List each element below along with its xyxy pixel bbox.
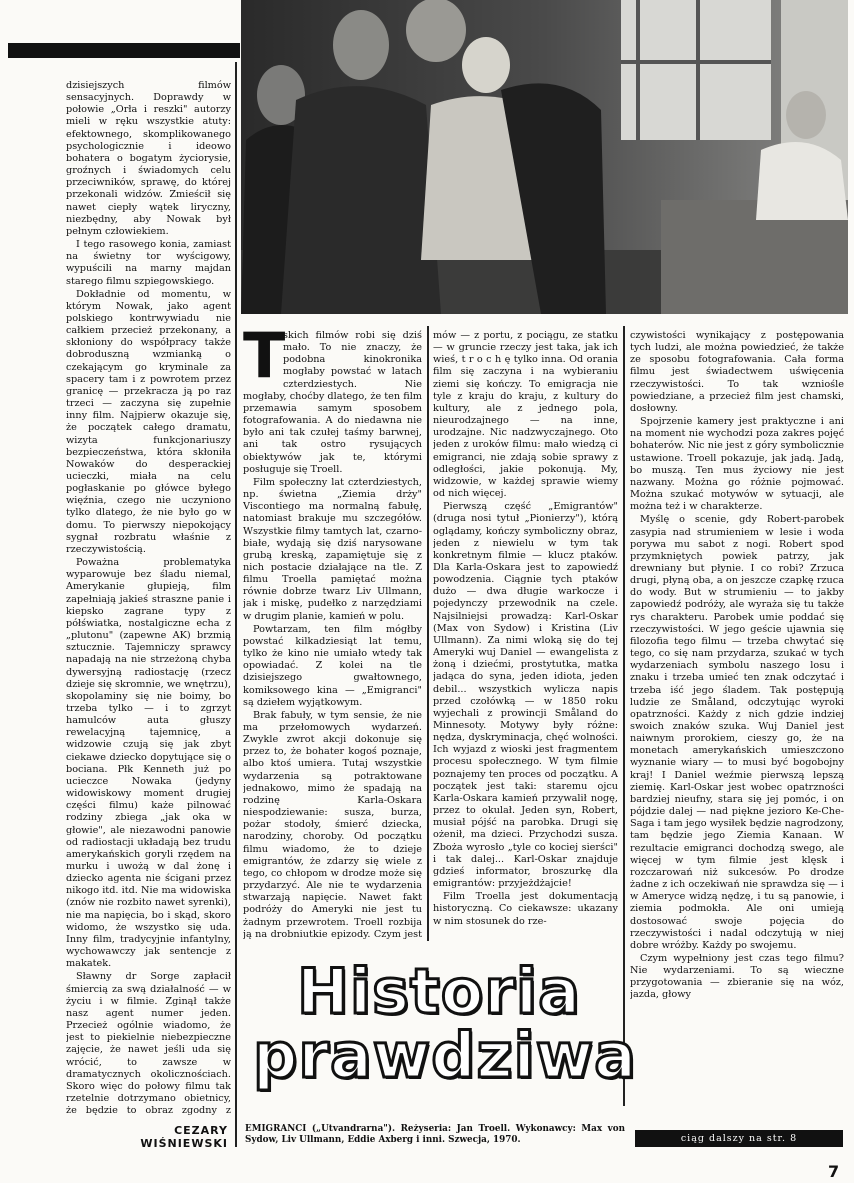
paragraph: Powtarzam, ten film mógłby powstać kilkadziesiąt lat temu, tylko że kino nie umiało wtedy tak opowiadać. Z kolei na tle dzisiejszego gwałtownego, komiksowego kina — „Emigranci" są dziełem wyjątkowym. [243,623,422,708]
paragraph: Film społeczny lat czterdziestych, np. świetna „Ziemia drży" Viscontiego ma normalną fabułę, natomiast brakuje mu szczegółów. Wszystkie filmy tamtych lat, czarno-białe, wydają się dziś narysowane grubą kreską, zapamiętuje się z nich postacie działające na tle. Z filmu Troella pamiętać można równie dobrze twarz Liv Ullmann, jak i miskę, pudełko z narzędziami w drugim planie, kamień w polu. [243,476,422,622]
article-column-4 [630,330,844,1110]
headline-line-1: Historia [297,955,581,1028]
paragraph: Myślę o scenie, gdy Robert-parobek zasypia nad strumieniem w lesie i woda porywa mu sabot z nogi. Robert spod przymkniętych powiek patrzy, jak drewniany but płynie. I co robi? Zrzuca drugi, płyną oba, a on jeszcze czapkę rzuca do wody. But w strumieniu — to jakby zapowiedź podróży, ale wyraża się tu także rys charakteru. Parobek umie poddać się rzeczywistości. W jego geście ujawnia się filozofia tego filmu — trzeba chwytać się tego, co się nam przydarza, szukać w tych wydarzeniach symbolu naszego losu i znaku i trzeba umieć ten znak odczytać i trzeba iść jego śladem. Tak postępują ludzie ze Småland, odczytując wyroki opatrzności. Każdy z nich gdzie indziej swoich znaków szuka. Wuj Daniel jest naiwnym prorokiem, cieszy go, że na monetach amerykańskich umieszczono wyznanie wiary — to musi być bogobojny kraj! I Daniel weźmie pierwszą lepszą ziemię. Karl-Oskar jest wobec opatrzności bardziej nieufny, stara się jej pomóc, i on pójdzie dalej — nad piękne jezioro Ke-Che-Saga i tam jego wysiłek będzie nagrodzony, tam będzie jego Ziemia Kanaan. W rezultacie emigranci dochodzą swego, ale więcej w tym filmie jest klęsk i rozczarowań niż sukcesów. Po drodze żadne z ich oczekiwań nie sprawdza się — i w Ameryce widzą nędzę, i tu są panowie, i ziemia podmokła. Ale oni umieją dostosować swoje pojęcia do rzeczywistości i nadal odczytują w niej dobre wróżby. Każdy po swojemu. [630,514,844,951]
paragraph: mów — z portu, z pociągu, ze statku — w gruncie rzeczy jest taka, jak ich wieś, t r o c h ę tylko inna. Od orania film się zaczyna i na wybieraniu ziemi się kończy. To emigracja nie tyle z kraju do kraju, z kultury do kultury, ale z jednego pola, nieurodzajnego — na inne, urodzajne. Nic nadzwyczajnego. Oto jeden z uroków filmu: mało wiedzą ci emigranci, nie zdają sobie sprawy z odległości, jakie pokonują. My, widzowie, w każdej sprawie wiemy od nich więcej. [433,330,618,500]
article-column-3 [433,330,618,942]
drop-cap: T [243,330,286,392]
paragraph: Sławny dr Sorge zapłacił śmiercią za swą działalność — w życiu i w filmie. Zginął także nasz agent numer jeden. Przecież ogólnie wiadomo, że jest to piekielnie niebezpieczne zajęcie, że nawet jeśli uda się wrócić, to zawsze w dramatycznych okolicznościach. Skoro więc do połowy filmu tak rzetelnie dotrzymano obietnicy, że będzie to obraz zgodny z [66,971,231,1115]
paragraph: Czym wypełniony jest czas tego filmu? Nie wydarzeniami. To są wieczne przygotowania — zbieranie się na wóz, jazda, głowy [630,952,844,1001]
article-column-2 [243,330,422,942]
paragraph: I tego rasowego konia, zamiast na świetny tor wyścigowy, wypuścili na marny majdan starego filmu szpiegowskiego. [66,239,231,287]
article-column-1 [66,80,231,1115]
author-first-name: CEZARY [174,1124,228,1137]
column-rule-1 [235,62,237,1147]
paragraph: Poważna problematyka wyparowuje bez śladu niemal, Amerykanie głupieją, film zapełniają jakieś straszne panie i kiepsko zagrane typy z półświatka, nostalgiczne echa z „plutonu" (zapewne AK) brzmią sztucznie. Tajemniczy sprawcy napadają na nie strzeżoną chyba dywersyjną radiostację (rzecz dzieje się skromnie, we wnętrzu), skopolaminy się nie boimy, bo trzeba tylko — i to zgrzyt hamulców auta głuszy rewelacyjną tajemnicę, a widzowie czują się jak zbyt ciekawe dziecko dopytujące się o bociana. Płk Kenneth już po ucieczce Nowaka (jedyny widowiskowy moment drugiej części filmu) każe pilnować rodziny zbiega „jak oka w głowie", ale niezawodni panowie od radiostacji układają bez trudu amerykańskich goryli rzędem na murku i uwożą w dal żonę i dziecko agenta nie ścigani przez nikogo itd. itd. Nie ma widowiska (znów nie rozbito nawet syrenki), nie ma napięcia, bo i skąd, skoro widomo, że wszystko się uda. Inny film, tradycyjnie infantylny, wychowawczy jak sentencje z makatek. [66,557,231,970]
paragraph: dzisiejszych filmów sensacyjnych. Doprawdy w połowie „Orła i reszki" autorzy mieli w ręku wszystkie atuty: efektownego, skomplikowanego psychologicznie i ideowo bohatera o bogatym życiorysie, groźnych i świadomych celu przeciwników, sprawę, do której przekonali widzów. Zmieścił się nawet ciepły wątek liryczny, niezbędny, aby Nowak był pełnym człowiekiem. [66,80,231,237]
column-rule-2 [427,326,429,941]
author-last-name: WIŚNIEWSKI [140,1137,228,1150]
author-byline [110,1124,228,1150]
film-still-image [241,0,848,314]
paragraph: czywistości wynikający z postępowania tych ludzi, ale można powiedzieć, że także ze sposobu fotografowania. Cała forma filmu jest świadectwem uświęcenia rzeczywistości. To tak wzniośle powiedziane, a przecież film jest chamski, dosłowny. [630,330,844,414]
article-headline [253,955,637,1092]
headline-line-2: prawdziwa [253,1019,637,1092]
paragraph: Dokładnie od momentu, w którym Nowak, jako agent polskiego kontrwywiadu nie całkiem przecież przekonany, a skłoniony do współpracy także dobroduszną wzmianką o czekającym go kryminale za spacery tam i z powrotem przez granicę — przekracza ją po raz trzeci — zaczyna się zupełnie inny film. Najpierw okazuje się, że początek całego dramatu, wizyta funkcjonariuszy bezpieczeństwa, która skłoniła Nowaków do desperackiej ucieczki, miała na celu pogłaskanie po główce byłego więźnia, czego nie uczyniono tylko dlatego, że nie było go w domu. To pierwszy niepokojący sygnał rozbratu właśnie z rzeczywistością. [66,288,231,555]
paragraph: Film Troella jest dokumentacją historyczną. Co ciekawsze: ukazany w nim stosunek do rze- [433,891,618,927]
paragraph: Brak fabuły, w tym sensie, że nie ma przełomowych wydarzeń. Zwykle zwrot akcji dokonuje się przez to, że bohater kogoś poznaje, albo ktoś umiera. Tutaj wszystkie wydarzenia są potraktowane jednakowo, mimo że spadają na rodzinę Karla-Oskara niespodziewanie: susza, burza, pożar stodoły, śmierć dziecka, narodziny, choroby. Od początku filmu wiadomo, że to dzieje emigrantów, że zdarzy się wiele z tego, co chłopom w drodze może się przydarzyć. Ale nie te wydarzenia stwarzają napięcie. Nawet fakt podróży do Ameryki nie jest tu żadnym przewrotem. Troell rozbija ją na drobniutkie epizody. Czym jest [243,709,422,940]
paragraph: skich filmów robi się dziś mało. To nie znaczy, że podobna kinokronika mogłaby powstać w latach czterdziestych. Nie mogłaby, choćby dlatego, że ten film przemawia samym sposobem fotografowania. A do niedawna nie było ani tak czułej taśmy barwnej, ani tak ostro rysujących obiektywów jak te, którymi posługuje się Troell. [243,330,422,475]
header-bar [8,43,240,58]
page-number: 7 [828,1162,840,1181]
continuation-box: ciąg dalszy na str. 8 [635,1130,843,1147]
film-credits: EMIGRANCI („Utvandrarna"). Reżyseria: Jan Troell. Wykonawcy: Max von Sydow, Liv Ullmann, Eddie Axberg i inni. Szwecja, 1970. [245,1124,625,1145]
film-still-photo [241,0,848,314]
paragraph: Spojrzenie kamery jest praktyczne i ani na moment nie wychodzi poza zakres pojęć bohaterów. Nic nie jest z góry symbolicznie ustawione. Troell pokazuje, jak jadą. Jadą, bo muszą. Ten mus życiowy nie jest nazwany. Można go różnie pojmować. Można szukać motywów w sytuacji, ale można też i w charakterze. [630,416,844,513]
paragraph: Pierwszą część „Emigrantów" (druga nosi tytuł „Pionierzy"), którą oglądamy, kończy symboliczny obraz, jeden z niewielu w tym tak konkretnym filmie — klucz ptaków. Dla Karla-Oskara jest to zapowiedź powodzenia. Ciągnie tych ptaków dużo — dwa długie warkocze i pojedynczy przewodnik na czele. Najsilniejsi prowadzą: Karl-Oskar (Max von Sydow) i Kristina (Liv Ullmann). Za nimi wloką się do tej Ameryki wuj Daniel — ewangelista z żoną i dziećmi, prostytutka, matka jadąca do syna, jeden idiota, jeden debil... wszystkich wylicza napis przed czołówką — w 1850 roku wyjechali z prowincji Småland do Minnesoty. Motywy były różne: nędza, dyskryminacja, chęć wolności. Ich wyjazd z wioski jest fragmentem procesu społecznego. W tym filmie poznajemy ten proces od początku. A początek jest taki: staremu ojcu Karla-Oskara kamień przywalił nogę, przez to okulał. Jeden syn, Robert, musiał pójść na parobka. Drugi się ożenił, ma dzieci. Przychodzi susza. Zboża wyrosło „tyle co kociej sierści" i tak dalej... Karl-Oskar znajduje gdzieś informator, broszurkę dla emigrantów: przyjeżdżajcie! [433,501,618,890]
